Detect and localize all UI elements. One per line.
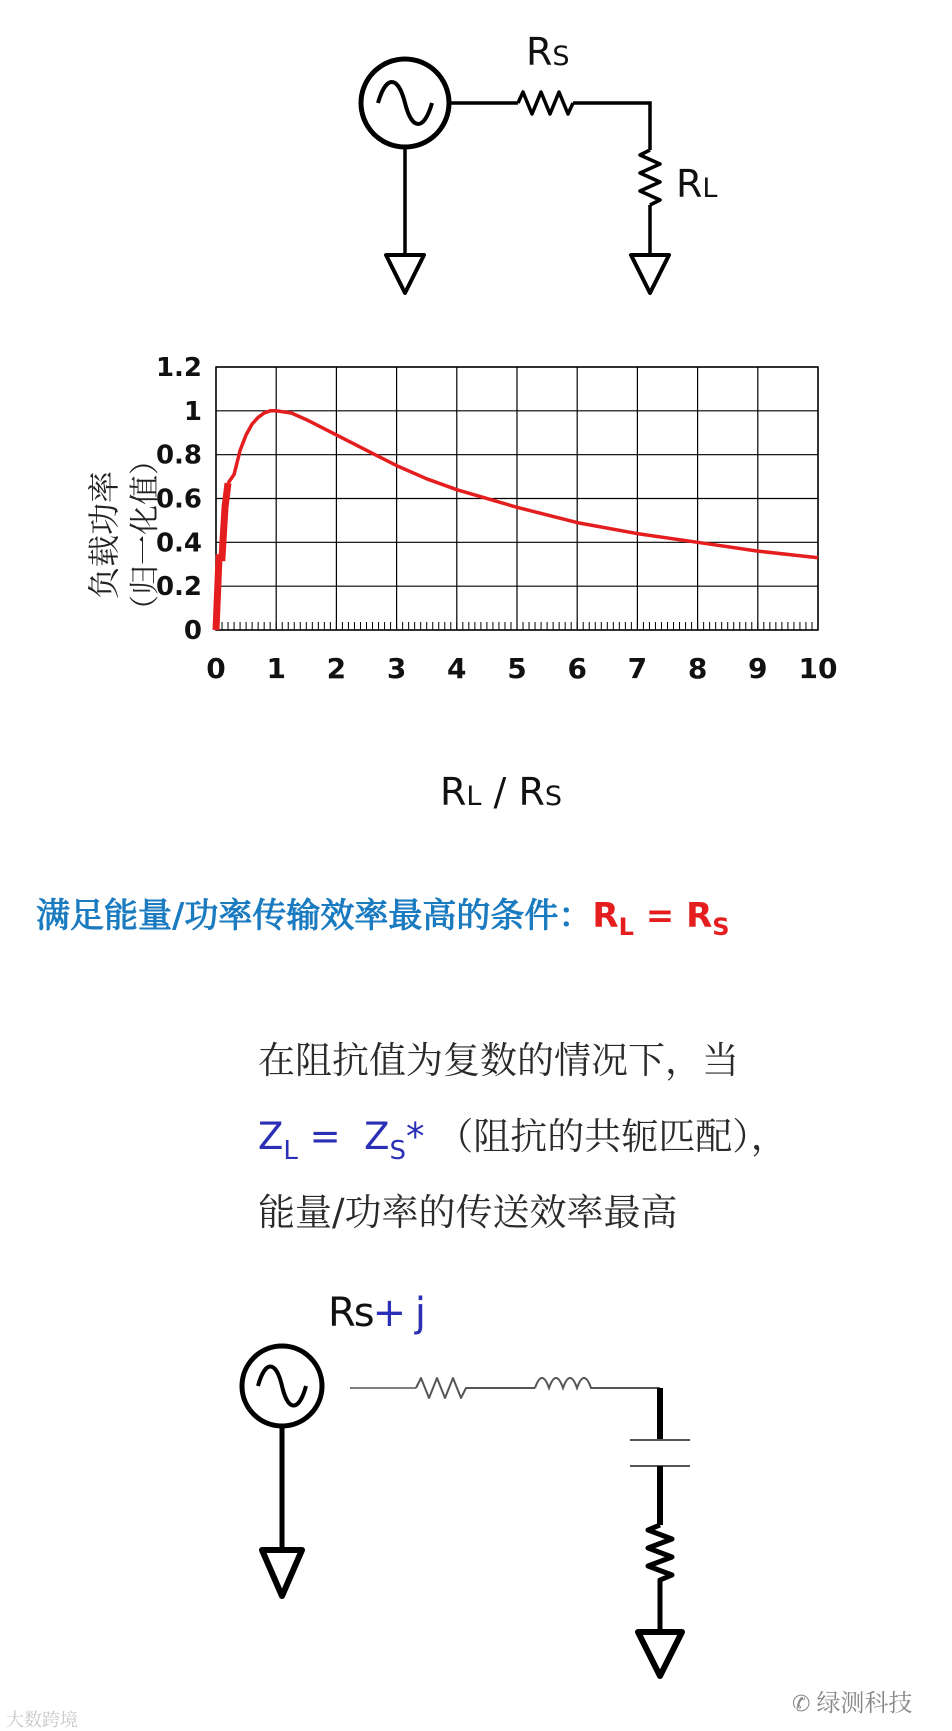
cond-sub2: S (712, 913, 730, 941)
series-inductor-icon (535, 1378, 660, 1388)
matching-condition-headline (36, 888, 936, 941)
x-tick-label: 3 (386, 652, 407, 685)
condition-formula (592, 896, 730, 941)
circuit-2-schematic (0, 1300, 952, 1700)
data-line (228, 411, 818, 558)
x-label-slash: / (493, 770, 519, 814)
cond-r1: R (592, 896, 619, 936)
wechat-icon: ✆ (792, 1692, 811, 1717)
y-label-line2: （归一化值） (128, 445, 163, 625)
cond-eq: = (633, 896, 687, 936)
paragraph-line-2 (258, 1106, 788, 1166)
source-resistor (518, 92, 573, 114)
rl-sub: L (702, 173, 718, 204)
rs-sub: S (552, 41, 570, 72)
ground-icon (386, 255, 424, 293)
y-tick-label: 1 (183, 396, 202, 427)
load-resistor (648, 1525, 672, 1632)
conjugate-star: * (406, 1115, 425, 1158)
plus-j-text: + j (372, 1290, 424, 1336)
chart-grid (216, 367, 818, 630)
x-tick-label: 8 (687, 652, 708, 685)
x-tick-label: 1 (266, 652, 286, 685)
zs-sub: S (389, 1136, 407, 1166)
paragraph-line-1: 在阻抗值为复数的情况下，当 (258, 1039, 739, 1082)
series-resistor (416, 1378, 535, 1398)
y-tick-label: 1.2 (155, 353, 202, 383)
rs-letter: R (526, 30, 553, 74)
ground-icon (638, 1632, 682, 1676)
x-tick-label: 5 (507, 652, 527, 685)
source-resistor-label (526, 30, 570, 74)
y-label-line1: 负载功率 (85, 470, 123, 600)
load-resistor-label (676, 162, 717, 206)
ground-icon (631, 255, 669, 293)
ground-icon (262, 1550, 302, 1596)
x-tick-label: 9 (748, 652, 768, 685)
y-tick-label: 0.2 (155, 572, 202, 603)
sine-wave-icon (378, 82, 432, 124)
cond-sub1: L (618, 913, 634, 941)
watermark-left-text: 大数跨境 (6, 1710, 78, 1731)
chart-x-label (440, 770, 562, 814)
watermark-right-text: 绿测科技 (816, 1689, 913, 1717)
data-line-start (216, 483, 228, 630)
y-tick-label: 0.4 (155, 528, 202, 559)
y-tick-label: 0.6 (155, 484, 202, 515)
y-tick-label: 0 (183, 616, 202, 646)
rl-letter: R (676, 162, 703, 206)
zs-symbol (364, 1115, 425, 1166)
watermark-right (792, 1683, 912, 1718)
y-tick-label: 0.8 (155, 440, 202, 471)
x-tick-label: 10 (798, 652, 838, 685)
x-tick-label: 4 (447, 652, 467, 685)
zl-symbol (258, 1115, 298, 1166)
sine-wave-icon (258, 1367, 306, 1406)
zs-letter: Z (364, 1115, 390, 1158)
x-tick-label: 6 (567, 652, 587, 685)
zl-sub: L (283, 1136, 298, 1166)
x-label-rs: RS (518, 770, 562, 814)
paragraph-line-2-rest: （阻抗的共轭匹配）， (424, 1115, 788, 1158)
zl-zs-eq: = (297, 1115, 365, 1158)
top-wire (573, 103, 650, 150)
x-tick-label: 0 (206, 652, 226, 685)
x-tick-label: 7 (627, 652, 648, 685)
circuit-1-schematic (0, 0, 952, 300)
x-label-rl: RL (440, 770, 482, 814)
x-tick-label: 2 (326, 652, 347, 685)
chart-ticks (216, 622, 818, 630)
power-chart (0, 340, 952, 820)
rs-impedance-text: Rs (328, 1290, 373, 1336)
cond-r2: R (686, 896, 713, 936)
paragraph-line-3: 能量/功率的传送效率最高 (258, 1191, 678, 1234)
chart-tick-labels (156, 353, 838, 685)
headline-text: 满足能量/功率传输效率最高的条件： (36, 896, 593, 936)
zl-letter: Z (258, 1115, 284, 1158)
load-resistor (640, 150, 660, 205)
